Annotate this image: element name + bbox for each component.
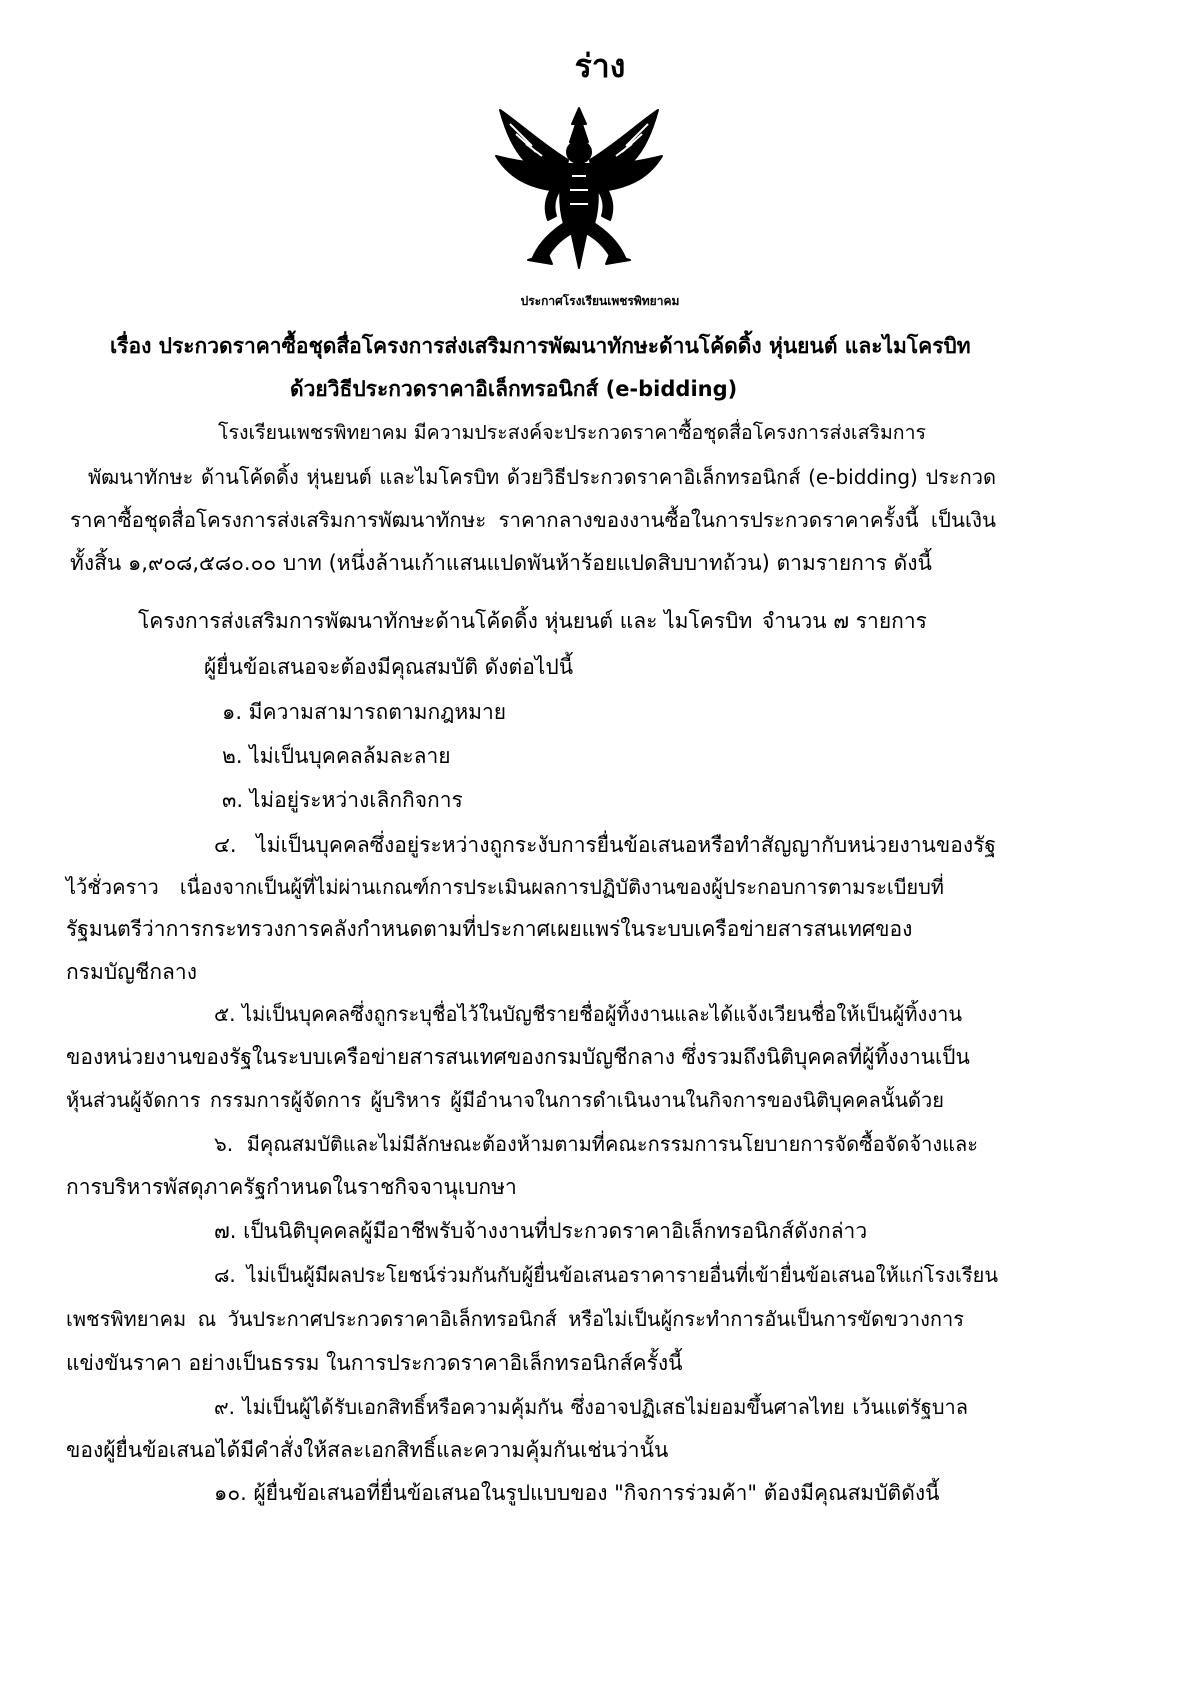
subject-line: เรื่อง ประกวดราคาซื้อชุดสื่อโครงการส่งเสริมการพัฒนาทักษะด้านโค้ดดิ้ง หุ่นยนต์ และไมโครบิท bbox=[110, 334, 971, 358]
qualification-item-6-line-2: การบริหารพัสดุภาครัฐกำหนดในราชกิจจานุเบกษา bbox=[66, 1175, 517, 1199]
qualification-item-7: ๗. เป็นนิติบุคคลผู้มีอาชีพรับจ้างงานที่ประกวดราคาอิเล็กทรอนิกส์ดังกล่าว bbox=[214, 1219, 868, 1243]
qualification-item-6-line-1: ๖. มีคุณสมบัติและไม่มีลักษณะต้องห้ามตามที่คณะกรรมการนโยบายการจัดซื้อจัดจ้างและ bbox=[214, 1132, 978, 1156]
qualification-item-4-line-3: รัฐมนตรีว่าการกระทรวงการคลังกำหนดตามที่ประกาศเผยแพร่ในระบบเครือข่ายสารสนเทศของ bbox=[66, 917, 913, 941]
qualification-item-2: ๒. ไม่เป็นบุคคลล้มละลาย bbox=[222, 744, 451, 768]
qualification-item-1: ๑. มีความสามารถตามกฎหมาย bbox=[222, 700, 507, 724]
project-name: โครงการส่งเสริมการพัฒนาทักษะด้านโค้ดดิ้ง หุ่นยนต์ และ ไมโครบิท bbox=[138, 609, 753, 633]
qualification-item-3: ๓. ไม่อยู่ระหว่างเลิกกิจการ bbox=[222, 788, 463, 812]
intro-line-1: โรงเรียนเพชรพิทยาคม มีความประสงค์จะประกวดราคาซื้อชุดสื่อโครงการส่งเสริมการ bbox=[218, 421, 927, 444]
qualification-item-4-line-1: ๔. ไม่เป็นบุคคลซึ่งอยู่ระหว่างถูกระงับการยื่นข้อเสนอหรือทำสัญญากับหน่วยงานของรัฐ bbox=[214, 833, 996, 857]
qualification-item-9-line-2: ของผู้ยื่นข้อเสนอได้มีคำสั่งให้สละเอกสิทธิ์และความคุ้มกันเช่นว่านั้น bbox=[66, 1438, 669, 1462]
intro-line-3: ราคาซื้อชุดสื่อโครงการส่งเสริมการพัฒนาทักษะ ราคากลางของงานซื้อในการประกวดราคาครั้งนี้ เป็นเงิน bbox=[70, 508, 996, 532]
qualification-item-8-line-1: ๘. ไม่เป็นผู้มีผลประโยชน์ร่วมกันกับผู้ยื่นข้อเสนอราคารายอื่นที่เข้ายื่นข้อเสนอให้แก่โรงเรียน bbox=[214, 1263, 998, 1287]
qualification-item-5-line-2: ของหน่วยงานของรัฐในระบบเครือข่ายสารสนเทศของกรมบัญชีกลาง ซึ่งรวมถึงนิติบุคคลที่ผู้ทิ้งงานเป็น bbox=[66, 1045, 970, 1069]
qualification-item-8-line-3: แข่งขันราคา อย่างเป็นธรรม ในการประกวดราคาอิเล็กทรอนิกส์ครั้งนี้ bbox=[66, 1351, 683, 1375]
method-line: ด้วยวิธีประกวดราคาอิเล็กทรอนิกส์ (e-bidding) bbox=[290, 377, 738, 401]
qualification-item-9-line-1: ๙. ไม่เป็นผู้ได้รับเอกสิทธิ์หรือความคุ้มกัน ซึ่งอาจปฏิเสธไม่ยอมขึ้นศาลไทย เว้นแต่รัฐบาล bbox=[214, 1395, 968, 1419]
garuda-emblem-icon bbox=[492, 104, 666, 272]
qualification-item-4-line-2: ไว้ชั่วคราว เนื่องจากเป็นผู้ที่ไม่ผ่านเกณฑ์การประเมินผลการปฏิบัติงานของผู้ประกอบการตามระเบียบที่ bbox=[66, 875, 944, 899]
qualification-item-8-line-2: เพชรพิทยาคม ณ วันประกาศประกวดราคาอิเล็กทรอนิกส์ หรือไม่เป็นผู้กระทำการอันเป็นการขัดขวางการ bbox=[66, 1307, 964, 1331]
qualification-item-4-line-4: กรมบัญชีกลาง bbox=[66, 960, 197, 984]
announcer-title: ประกาศโรงเรียนเพชรพิทยาคม bbox=[520, 294, 680, 308]
qualifications-intro: ผู้ยื่นข้อเสนอจะต้องมีคุณสมบัติ ดังต่อไปนี้ bbox=[204, 655, 574, 679]
intro-line-2: พัฒนาทักษะ ด้านโค้ดดิ้ง หุ่นยนต์ และไมโครบิท ด้วยวิธีประกวดราคาอิเล็กทรอนิกส์ (e-bidding) ประกวด bbox=[88, 465, 996, 489]
project-quantity: จำนวน ๗ รายการ bbox=[762, 609, 927, 633]
intro-line-4: ทั้งสิ้น ๑,๙๐๘,๕๘๐.๐๐ บาท (หนึ่งล้านเก้าแสนแปดพันห้าร้อยแปดสิบบาทถ้วน) ตามรายการ ดังนี้ bbox=[70, 551, 932, 575]
qualification-item-5-line-3: หุ้นส่วนผู้จัดการ กรรมการผู้จัดการ ผู้บริหาร ผู้มีอำนาจในการดำเนินงานในกิจการของนิติบุคคลนั้นด้วย bbox=[66, 1088, 944, 1112]
draft-mark: ร่าง bbox=[574, 47, 626, 85]
qualification-item-10: ๑๐. ผู้ยื่นข้อเสนอที่ยื่นข้อเสนอในรูปแบบของ "กิจการร่วมค้า" ต้องมีคุณสมบัติดังนี้ bbox=[214, 1481, 940, 1505]
qualification-item-5-line-1: ๕. ไม่เป็นบุคคลซึ่งถูกระบุชื่อไว้ในบัญชีรายชื่อผู้ทิ้งงานและได้แจ้งเวียนชื่อให้เป็นผู้ทิ้งงาน bbox=[214, 1002, 962, 1026]
